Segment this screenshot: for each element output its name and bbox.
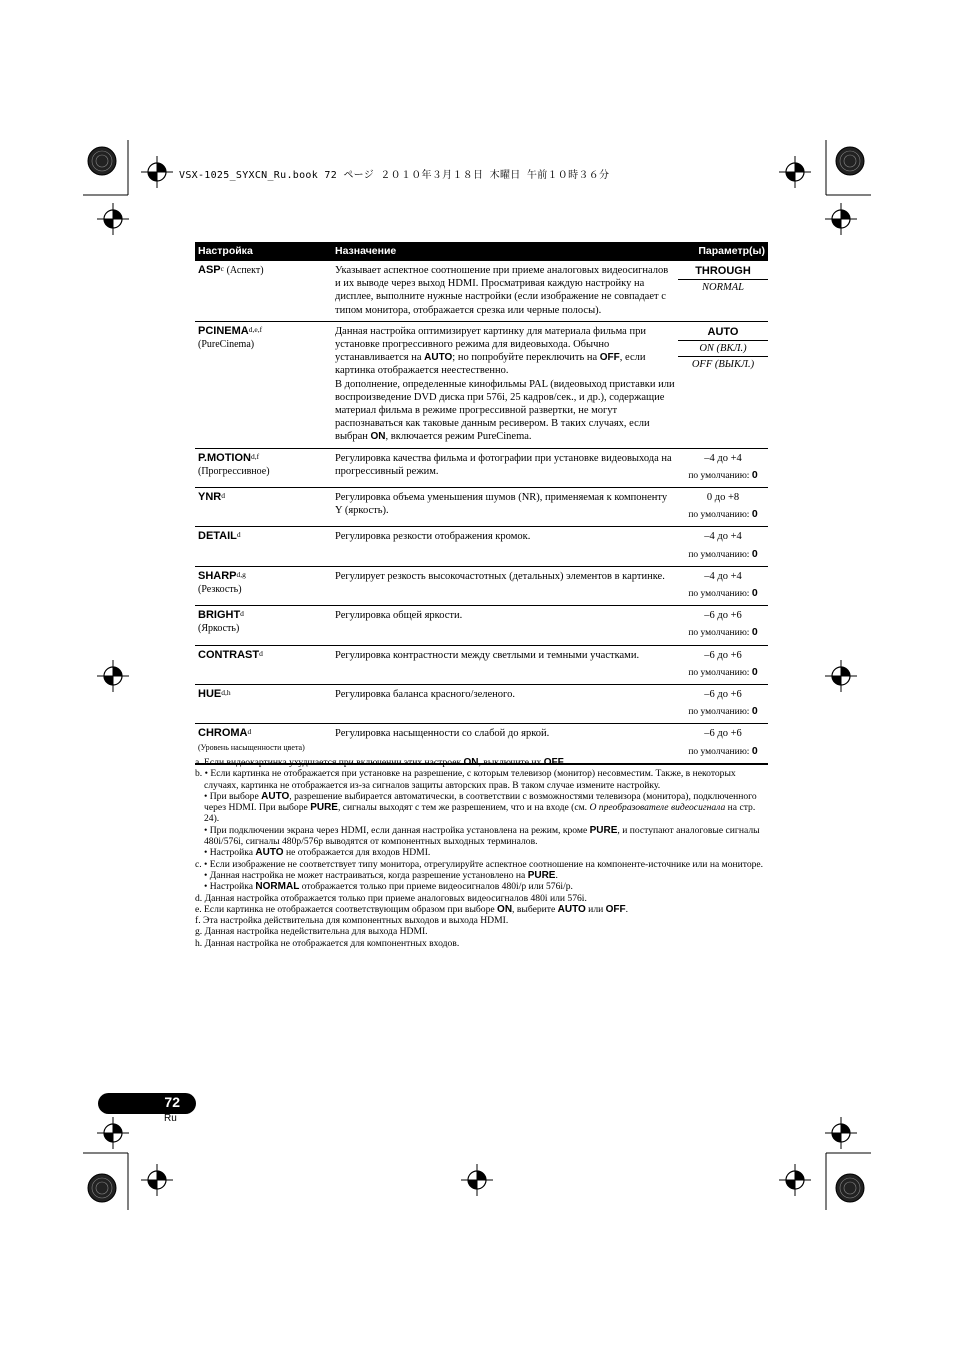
footnote-ref: d — [259, 648, 263, 658]
default-value: по умолчанию: 0 — [688, 665, 758, 678]
default-value: по умолчанию: 0 — [688, 547, 758, 560]
footnote-g: g. Данная настройка недействительна для выхода HDMI. — [195, 926, 428, 938]
table-row — [195, 606, 768, 645]
footnote-ref: d,e,f — [248, 324, 263, 334]
value-range: –6 до +6 — [704, 728, 742, 740]
table-header-row — [195, 242, 768, 261]
params-cell — [678, 685, 768, 724]
params-cell — [678, 321, 768, 448]
print-header: VSX-1025_SYXCN_Ru.book 72 ページ ２０１０年３月１８日 木曜日 午前１０時３６分 — [179, 170, 610, 181]
value-range: –4 до +4 — [704, 531, 742, 543]
table-row — [195, 321, 768, 448]
option-normal: NORMAL — [702, 282, 744, 294]
setting-cell — [195, 527, 332, 566]
purpose-cell: Регулировка общей яркости. — [332, 606, 678, 645]
footnote-ref: d,g — [236, 569, 246, 579]
setting-subtitle: (Яркость) — [198, 623, 240, 635]
option-off: OFF (ВЫКЛ.) — [691, 359, 755, 371]
value-range: –6 до +6 — [704, 689, 742, 701]
purpose-paragraph: В дополнение, определенные кинофильмы PAL (видеовыход приставки или воспроизведение DVD диска при 576i, 25 кадров/сек., и др.), содержащие материал фильма в режиме прогрессивной развертки, не могут распознаваться как таковые данным ресивером. В таких случаях, если выбран ON, включается режим PureCinema. — [335, 378, 675, 443]
setting-cell — [195, 488, 332, 527]
purpose-cell: Регулировка баланса красного/зеленого. — [332, 685, 678, 724]
setting-subtitle: (Аспект) — [226, 265, 264, 276]
setting-subtitle: (Прогрессивное) — [198, 465, 270, 477]
table-row — [195, 685, 768, 724]
value-range: –4 до +4 — [704, 452, 742, 464]
page-number: 72 — [164, 1094, 180, 1110]
value-range: –6 до +6 — [704, 649, 742, 661]
option-auto: AUTO — [678, 325, 768, 341]
header-params: Параметр(ы) — [678, 242, 768, 261]
value-range: 0 до +8 — [706, 492, 740, 504]
params-cell — [678, 448, 768, 487]
purpose-cell: Регулировка контрастности между светлыми и темными участками. — [332, 645, 678, 684]
params-cell — [678, 261, 768, 321]
footnote-h: h. Данная настройка не отображается для компонентных входов. — [195, 937, 460, 949]
table-row — [195, 566, 768, 605]
footnote-a: a. Если видеокартинка ухудшается при включении этих настроек ON, выключите их OFF. — [195, 757, 567, 768]
setting-cell — [195, 606, 332, 645]
header-setting: Настройка — [195, 242, 332, 261]
setting-name: ASP — [198, 264, 221, 276]
params-cell — [678, 527, 768, 566]
purpose-cell: Регулирует резкость высокочастотных (детальных) элементов в картинке. — [332, 566, 678, 605]
setting-name: PCINEMA — [198, 324, 249, 337]
footnote-e: e. Если картинка не отображается соответствующим образом при выборе ON, выберите AUTO или OFF. — [195, 903, 629, 915]
purpose-cell: Регулировка насыщенности со слабой до яркой. — [332, 724, 678, 764]
option-through: THROUGH — [678, 264, 768, 280]
default-value: по умолчанию: 0 — [688, 587, 758, 600]
purpose-cell: Указывает аспектное соотношение при приеме аналоговых видеосигналов и их выводе через выход HDMI. Просматривая каждую настройку на дисплее, выполните нужные настройки (если изображение не совпадает с типом монитора, отображается срезка или черные полосы). — [332, 261, 678, 321]
default-value: по умолчанию: 0 — [688, 705, 758, 718]
header-purpose: Назначение — [332, 242, 678, 261]
footnote-c-bullet: • Настройка NORMAL отображается только при приеме видеосигналов 480i/p или 576i/p. — [204, 881, 573, 893]
setting-cell — [195, 321, 332, 448]
table-row — [195, 261, 768, 321]
setting-cell — [195, 685, 332, 724]
params-cell — [678, 488, 768, 527]
page-language: Ru — [164, 1113, 177, 1124]
setting-name: YNR — [198, 491, 222, 504]
footnote-ref: c — [220, 264, 224, 273]
value-range: –6 до +6 — [704, 610, 742, 622]
params-cell — [678, 566, 768, 605]
setting-subtitle: (PureCinema) — [198, 339, 255, 351]
default-value: по умолчанию: 0 — [688, 744, 758, 757]
footnote-c-bullet: • Данная настройка не может настраиваться, когда разрешение установлено на PURE. — [204, 869, 558, 881]
setting-name: CHROMA — [198, 727, 248, 740]
table-row — [195, 527, 768, 566]
setting-name: P.MOTION — [198, 451, 251, 464]
option-on: ON (ВКЛ.) — [678, 341, 768, 357]
purpose-cell — [332, 321, 678, 448]
setting-subtitle: (Резкость) — [198, 584, 242, 596]
footnote-c: c. • Если изображение не соответствует типу монитора, отрегулируйте аспектное соотношение на компоненте-источнике или на мониторе. — [195, 858, 764, 870]
setting-cell — [195, 645, 332, 684]
setting-cell — [195, 448, 332, 487]
setting-name: CONTRAST — [198, 648, 260, 661]
footnote-b-bullet: • Настройка AUTO не отображается для входов HDMI. — [204, 847, 431, 859]
purpose-paragraph: Данная настройка оптимизирует картинку для материала фильма при установке прогрессивного режима для видеовыхода. Обычно устанавливается на AUTO; но попробуйте переключить на OFF, если картинка отображается неестественно. — [335, 325, 646, 377]
purpose-cell: Регулировка объема уменьшения шумов (NR), применяемая к компоненту Y (яркость). — [332, 488, 678, 527]
page-number-tab — [98, 1093, 196, 1114]
setting-subtitle: (Уровень насыщенности цвета) — [198, 742, 305, 752]
purpose-cell: Регулировка резкости отображения кромок. — [332, 527, 678, 566]
default-value: по умолчанию: 0 — [688, 468, 758, 481]
settings-table — [195, 242, 768, 765]
setting-name: BRIGHT — [198, 609, 241, 622]
footnote-b-bullet: • При выборе AUTO, разрешение выбирается автоматически, в соответствии с возможностями телевизора (монитора), подключенного через HDMI. При выборе PURE, сигналы выходят с тем же разрешением, что и на входе (см. О преобразователе видеосигнала на стр. 24). — [204, 790, 757, 825]
footnote-f: f. Эта настройка действительна для компонентных выходов и выхода HDMI. — [195, 915, 509, 927]
default-value: по умолчанию: 0 — [688, 626, 758, 639]
footnote-b-bullet: • При подключении экрана через HDMI, если данная настройка установлена на режим, кроме PURE, и поступают аналоговые сигналы 480i/576i, сигналы 480p/576p выводятся от компонентных выходных терминалов. — [204, 824, 760, 848]
footnotes — [195, 757, 770, 949]
footnote-ref: d,h — [221, 688, 231, 698]
footnote-ref: d — [236, 530, 241, 540]
footnote-b: b. • Если картинка не отображается при установке на разрешение, с которым телевизор (монитор) несовместим. Также, в некоторых случаях, картинка не отображается из-за сигналов защиты авторских прав. В таком случае измените настройку. — [195, 768, 736, 791]
footnote-ref: d — [221, 491, 225, 501]
purpose-cell: Регулировка качества фильма и фотографии при установке видеовыхода на прогрессивный режим. — [332, 448, 678, 487]
setting-name: HUE — [198, 688, 222, 701]
footnote-ref: d — [247, 727, 252, 737]
params-cell — [678, 645, 768, 684]
table-row — [195, 645, 768, 684]
setting-cell — [195, 566, 332, 605]
table-row — [195, 488, 768, 527]
default-value: по умолчанию: 0 — [688, 508, 758, 521]
setting-name: SHARP — [198, 569, 237, 582]
setting-name: DETAIL — [198, 530, 237, 543]
params-cell — [678, 606, 768, 645]
footnote-d: d. Данная настройка отображается только при приеме аналоговых видеосигналов 480i или 576i. — [195, 892, 587, 904]
setting-cell — [195, 261, 332, 321]
value-range: –4 до +4 — [704, 570, 742, 582]
table-row — [195, 448, 768, 487]
footnote-ref: d,f — [250, 451, 260, 461]
footnote-ref: d — [240, 609, 244, 619]
